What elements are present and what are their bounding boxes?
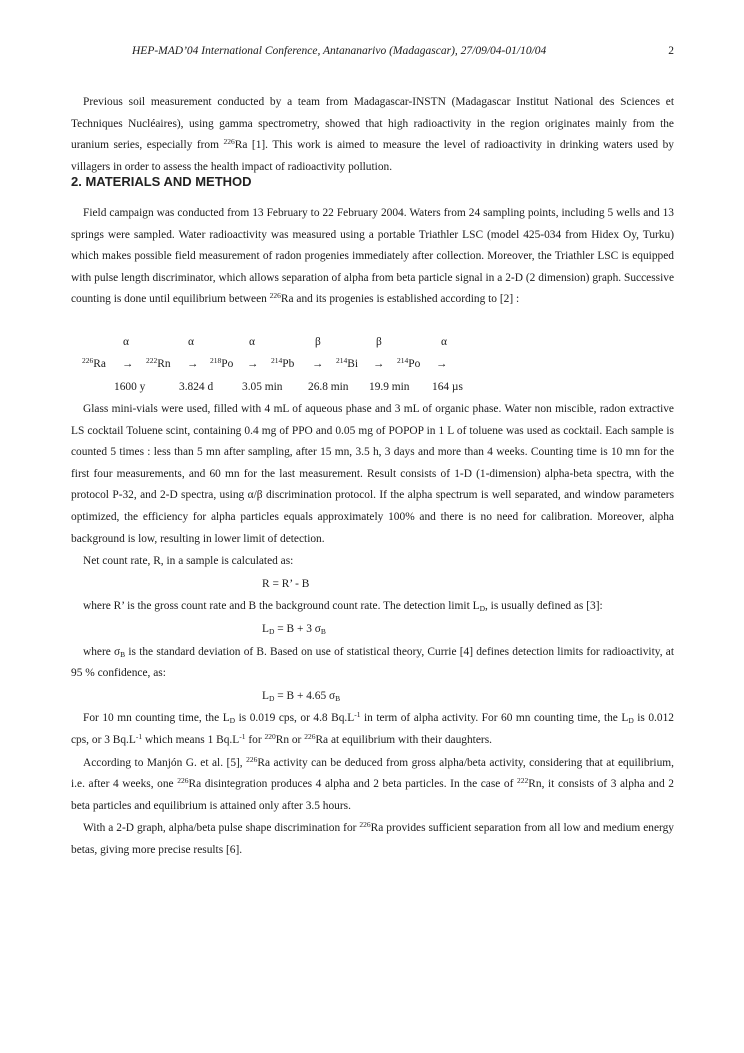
arrow-icon: → [312,358,324,370]
detection-limit-text-2: , is usually defined as [3]: [484,600,603,613]
glass-vials-text-1: Glass mini-vials were used, filled with 4 mL of aqueous phase and 3 mL of organic phase. Water non miscible, radon extractive LS cocktail Toluene scint, containing 0.4 mg of PPO and 0.05 mg of POPOP in 1 L of toluene was used as cocktail. Each sample is counted 5 times : less than 5 mn after sampling, after 15 mn, 3.5 h, 3 days and more than 4 weeks. Counting time is 10 mn for the first four measurements, and 60 mn for the last measurement. Result consists of 1-D (1-dimension) alpha-beta spectra, with the protocol P-32, and 2-D spectra, using [71,403,674,502]
decay-type: α [188,336,194,348]
field-campaign-section [71,203,674,311]
sigma-symbol: σ [314,622,321,635]
field-campaign-text-1: Field campaign was conducted from 13 February to 22 February 2004. Waters from 24 sampling points, including 5 wells and 13 springs were sampled. Water radioactivity was measured using a portable Triathler LSC (model 425-034 from Hidex Oy, Turku) which makes possible field measurement of radon progenies immediately after collection. Moreover, the Triathler LSC is equipped with pulse length discriminator, which allows separation of alpha from beta particle signal in a 2-D (2 dimension) graph. Successive counting is done until equilibrium between [71,207,674,306]
detection-limit-text-1: where R’ is the gross count rate and B the background count rate. The detection limit L [83,600,480,613]
element-symbol: Ra [280,293,294,306]
half-life: 164 µs [432,381,463,393]
sigma-symbol: σ [114,645,121,658]
half-life: 26.8 min [308,381,349,393]
half-life: 3.824 d [179,381,214,393]
detection-limit-paragraph [71,596,674,618]
half-life: 19.9 min [369,381,410,393]
nuclide: $^{226}$Ra [82,356,106,370]
glass-vials-paragraph [71,399,674,550]
alpha-beta-symbol: α/β [247,489,263,502]
nuclide: $^{222}$Rn [146,356,171,370]
running-header [132,45,674,61]
field-campaign-text-2: and its progenies is established according to [2] : [293,293,520,306]
decay-type: α [249,336,255,348]
mass-number: 226 [269,291,281,301]
decay-type: α [123,336,129,348]
currie-paragraph: where $\sigma_B$ is the standard deviation of B. Based on use of statistical theory, Currie [4] defines detection limits for radioactivity, at 95 % confidence, as: [71,645,674,680]
intro-text-1: Previous soil measurement conducted by a team from Madagascar-INSTN (Madagascar Institut National des Sciences et Techniques Nucléaires), using gamma spectrometry, showed that high radioactivity in the region originates mainly from the uranium series, especially from [71,96,674,152]
mass-number: 226 [223,137,235,147]
nuclide: $^{214}$Pb [271,356,295,370]
arrow-icon: → [373,358,385,370]
nuclide: $^{218}$Po [210,356,234,370]
section-heading: 2. MATERIALS AND METHOD [71,174,252,189]
sigma-symbol: σ [329,689,336,702]
nuclide: $^{214}$Bi [336,356,359,370]
element-symbol: Ra [234,139,248,152]
equation-detection-limit: $L_D = B + 3$ $\sigma_B$ [262,622,326,636]
methods-section [71,399,674,861]
equation-net-count: R = R’ - B [262,577,310,590]
half-life: 1600 y [114,381,146,393]
graph-2d-paragraph: With a 2-D graph, alpha/beta pulse shape discrimination for $^{226}$Ra provides sufficient separation from all low and medium energy betas, giving more precise results [6]. [71,820,674,856]
decay-type: α [441,336,447,348]
nuclide: $^{214}$Po [397,356,421,370]
manjon-paragraph: According to Manjón G. et al. [5], $^{226}$Ra activity can be deduced from gross alpha/beta activity, considering that at equilibrium, i.e. after 4 weeks, one $^{226}$Ra disintegration produces 4 alpha and 2 beta particles. In the case of $^{222}$Rn, it consists of 3 alpha and 2 beta particles and equilibrium is attained only after 3.5 hours. [71,754,674,812]
intro-section [71,92,674,178]
header-title: HEP-MAD’04 International Conference, Antananarivo (Madagascar), 27/09/04-01/10/04 [132,45,547,57]
subscript: D [479,604,485,614]
page-number: 2 [668,45,674,57]
intro-text-2: [1]. This work is aimed to measure the level of radioactivity in drinking waters used by villagers in order to assess the health impact of radioactivity pollution. [71,139,674,173]
arrow-icon: → [187,358,199,370]
arrow-icon: → [247,358,259,370]
net-count-paragraph: Net count rate, R, in a sample is calculated as: [83,555,294,568]
decay-type: β [315,336,321,348]
intro-paragraph [71,92,674,178]
equation-currie-limit: $L_D = B + 4.65$ $\sigma_B$ [262,689,341,703]
arrow-icon: → [122,358,134,370]
decay-type: β [376,336,382,348]
field-campaign-paragraph [71,203,674,311]
half-life: 3.05 min [242,381,283,393]
counting-time-paragraph: For 10 mn counting time, the $L_D$ is 0.019 cps, or 4.8 $Bq.L^{-1}$ in term of alpha activity. For 60 mn counting time, the $L_D$ is 0.012 cps, or 3 $Bq.L^{-1}$ which means 1 $Bq.L^{-1}$ for $^{220}$Rn or $^{226}$Ra at equilibrium with their daughters. [71,710,674,746]
arrow-icon: → [436,358,448,370]
glass-vials-text-2: discrimination protocol. If the alpha spectrum is well separated, and window parameters optimized, the efficiency for alpha particles equals approximately 100% and there is no need for calibration. Moreover, alpha background is low, resulting in lower limit of detection. [71,489,675,545]
currie-text: is the standard deviation of B. Based on use of statistical theory, Currie [4] defines detection limits for radioactivity, at 95 % confidence, as: [71,645,674,680]
